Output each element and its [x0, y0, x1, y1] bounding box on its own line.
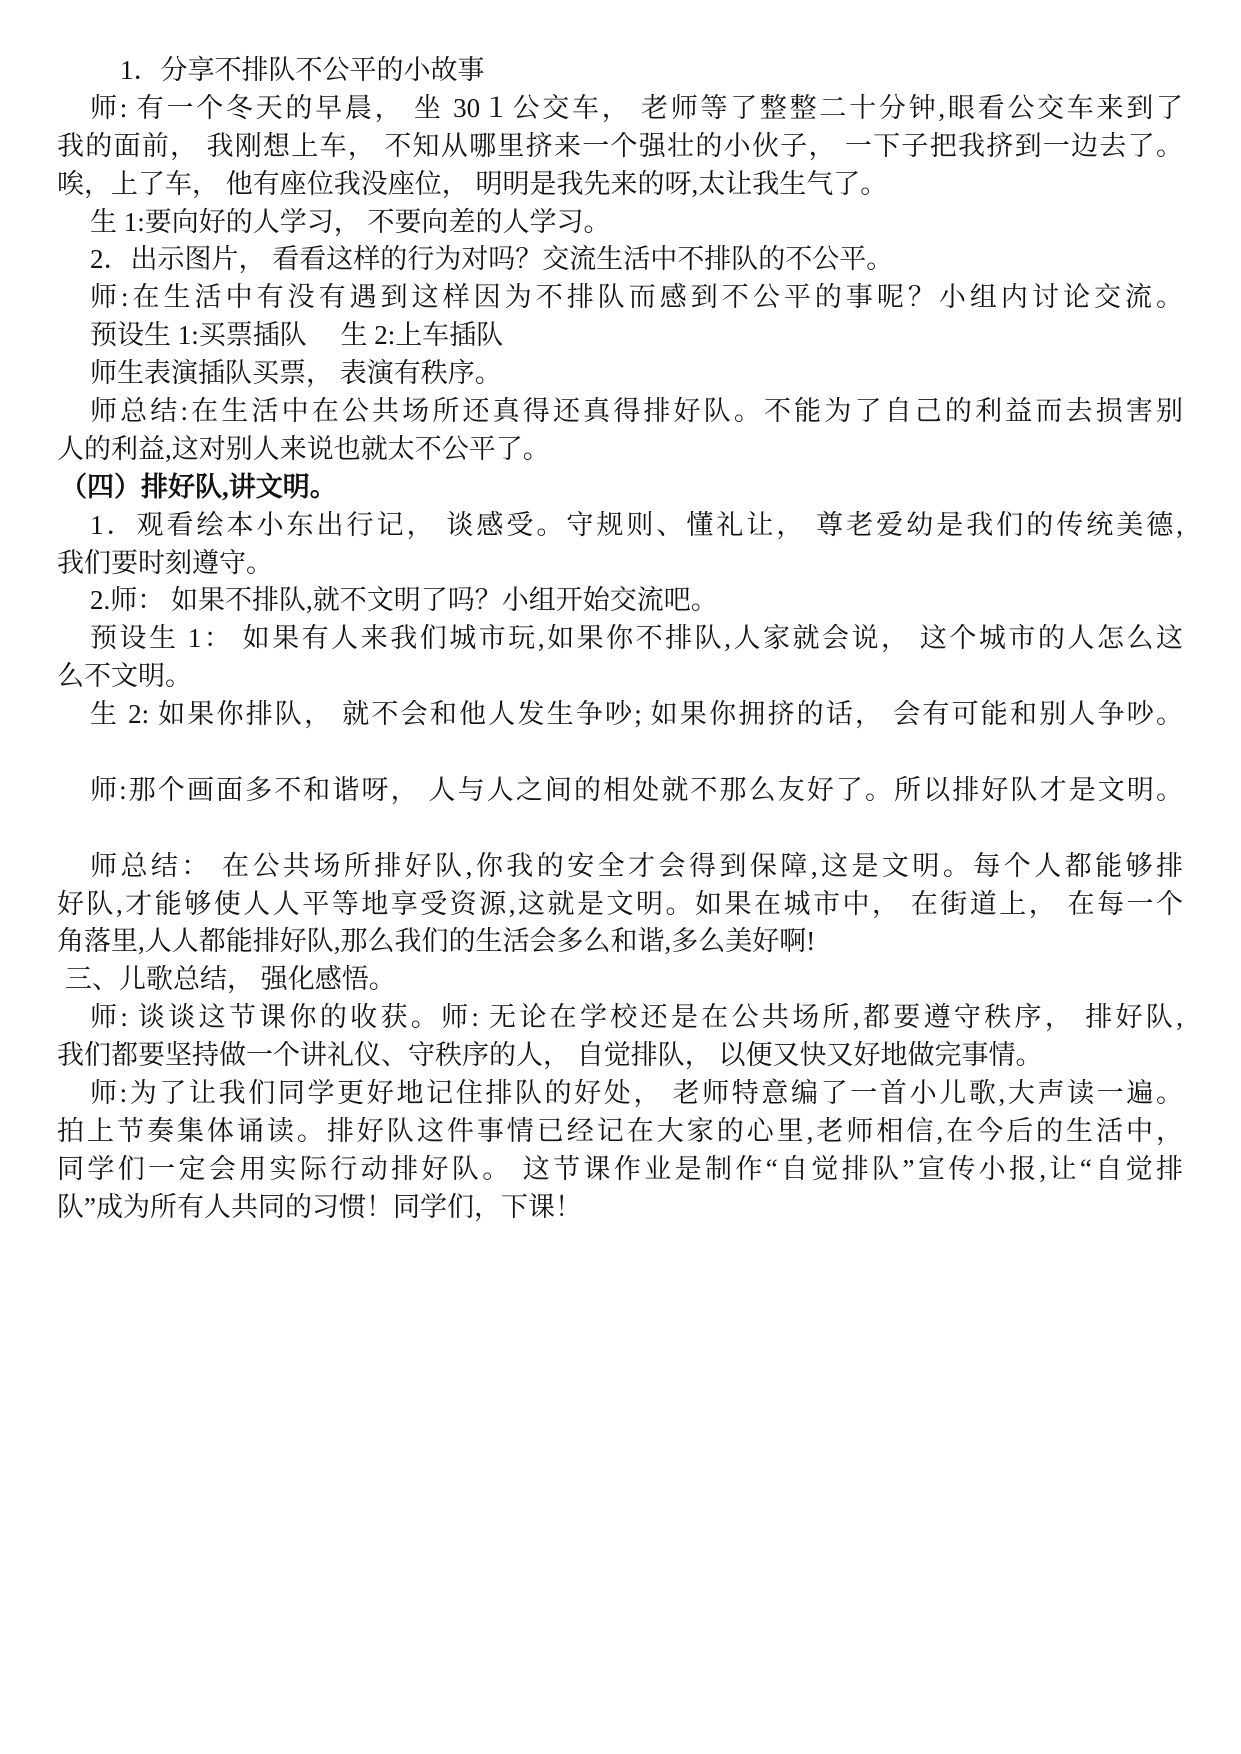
paragraph-line: 唉，上了车， 他有座位我没座位， 明明是我先来的呀,太让我生气了。: [57, 168, 888, 199]
paragraph-line: 我们都要坚持做一个讲礼仪、守秩序的人， 自觉排队， 以便又快又好地做完事情。: [57, 1040, 1043, 1071]
paragraph-line: 1．观看绘本小东出行记， 谈感受。守规则、懂礼让， 尊老爱幼是我们的传统美德,: [90, 509, 1183, 540]
paragraph-line: 师:为了让我们同学更好地记住排队的好处， 老师特意编了一首小儿歌,大声读一遍。: [90, 1078, 1183, 1109]
blank-line: [57, 810, 1183, 848]
paragraph-line: 同学们一定会用实际行动排好队。 这节课作业是制作“自觉排队”宣传小报,让“自觉排: [57, 1153, 1183, 1184]
paragraph-line: 角落里,人人都能排好队,那么我们的生活会多么和谐,多么美好啊!: [57, 926, 816, 957]
paragraph-line: 拍上节奏集体诵读。排好队这件事情已经记在大家的心里,老师相信,在今后的生活中，: [57, 1115, 1183, 1146]
paragraph-line: 师:在生活中有没有遇到这样因为不排队而感到不公平的事呢？小组内讨论交流。: [90, 282, 1183, 313]
paragraph-line: 师: 有一个冬天的早晨， 坐 30１公交车， 老师等了整整二十分钟,眼看公交车来到了: [90, 92, 1183, 123]
paragraph-line: 师: 谈谈这节课你的收获。师: 无论在学校还是在公共场所,都要遵守秩序， 排好队,: [90, 1002, 1183, 1033]
paragraph-line: 队”成为所有人共同的习惯！同学们，下课！: [57, 1191, 582, 1222]
paragraph-line: 生 1:要向好的人学习， 不要向差的人学习。: [90, 206, 611, 237]
paragraph-line: 师总结： 在公共场所排好队,你我的安全才会得到保障,这是文明。每个人都能够排: [90, 850, 1183, 881]
paragraph-line: 我们要时刻遵守。: [57, 547, 273, 578]
blank-line: [57, 734, 1183, 772]
paragraph-line: 1．分享不排队不公平的小故事: [120, 55, 485, 85]
paragraph-line: 师:那个画面多不和谐呀， 人与人之间的相处就不那么友好了。所以排好队才是文明。: [90, 774, 1183, 805]
section-heading: 三、儿歌总结， 强化感悟。: [65, 964, 396, 995]
paragraph-line: 师生表演插队买票， 表演有秩序。: [90, 358, 502, 389]
paragraph-line: 预设生 1： 如果有人来我们城市玩,如果你不排队,人家就会说， 这个城市的人怎么这: [90, 623, 1183, 654]
paragraph-line: 好队,才能够使人人平等地享受资源,这就是文明。如果在城市中， 在街道上， 在每一个: [57, 888, 1183, 919]
paragraph-line: 师总结:在生活中在公共场所还真得还真得排好队。不能为了自己的利益而去损害别: [90, 396, 1183, 427]
paragraph-line: 2.师： 如果不排队,就不文明了吗？小组开始交流吧。: [90, 585, 718, 616]
paragraph-line: 我的面前， 我刚想上车， 不知从哪里挤来一个强壮的小伙子， 一下子把我挤到一边去了。: [57, 130, 1183, 161]
paragraph-line: 么不文明。: [57, 661, 192, 692]
paragraph-line: 预设生 1:买票插队 生 2:上车插队: [90, 320, 504, 351]
paragraph-line: 生 2: 如果你排队， 就不会和他人发生争吵; 如果你拥挤的话， 会有可能和别人争吵。: [90, 699, 1183, 730]
section-heading: （四）排好队,讲文明。: [60, 471, 337, 502]
paragraph-line: 2．出示图片， 看看这样的行为对吗？交流生活中不排队的不公平。: [90, 244, 894, 275]
paragraph-line: 人的利益,这对别人来说也就太不公平了。: [57, 433, 550, 464]
